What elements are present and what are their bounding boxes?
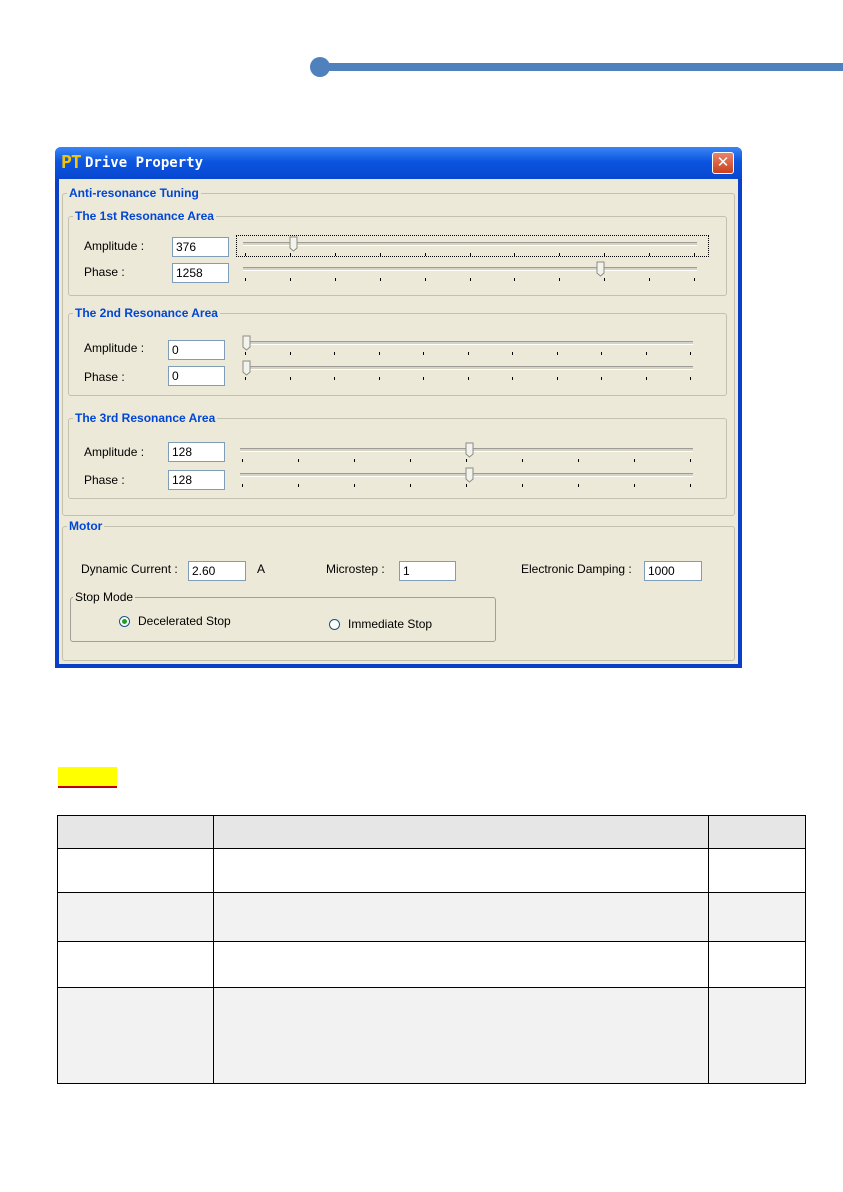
slider-tick: [290, 278, 291, 281]
table-row: [58, 893, 806, 942]
microstep-label: Microstep :: [326, 562, 385, 576]
close-button[interactable]: [712, 152, 734, 174]
table-header-cell: [709, 816, 806, 849]
area2-amplitude-slider[interactable]: [243, 341, 693, 345]
parameter-table: [57, 815, 806, 1084]
area2-phase-label: Phase :: [84, 370, 125, 384]
slider-tick: [690, 459, 691, 462]
drive-property-window: [55, 147, 742, 668]
dynamic-current-unit: A: [257, 562, 266, 576]
slider-tick: [335, 278, 336, 281]
header-dot: [310, 57, 330, 77]
slider-tick: [354, 484, 355, 487]
slider-tick: [694, 278, 695, 281]
slider-tick: [290, 352, 291, 355]
slider-tick: [514, 278, 515, 281]
area1-phase-thumb[interactable]: [596, 261, 605, 277]
area2-amplitude-input[interactable]: [168, 340, 225, 360]
area3-phase-thumb[interactable]: [465, 467, 474, 483]
resonance-area-1-legend: The 1st Resonance Area: [75, 209, 214, 223]
slider-tick: [634, 459, 635, 462]
slider-tick: [557, 377, 558, 380]
table-cell: [213, 988, 708, 1084]
slider-tick: [557, 352, 558, 355]
table-cell: [709, 942, 806, 988]
area3-amplitude-ticks: [242, 459, 691, 463]
window-title: Drive Property: [85, 155, 204, 171]
table-cell: [709, 893, 806, 942]
area1-amplitude-slider[interactable]: [243, 242, 697, 246]
area3-phase-label: Phase :: [84, 473, 125, 487]
area3-phase-ticks: [242, 484, 691, 488]
dynamic-current-input[interactable]: [188, 561, 246, 581]
electronic-damping-label: Electronic Damping :: [521, 562, 632, 576]
area3-amplitude-label: Amplitude :: [84, 445, 145, 459]
slider-tick: [425, 253, 426, 256]
area1-amplitude-ticks: [245, 253, 695, 257]
slider-tick: [245, 352, 246, 355]
table-cell: [709, 849, 806, 893]
area2-amplitude-ticks: [245, 352, 691, 356]
dynamic-current-label: Dynamic Current :: [81, 562, 178, 576]
slider-tick: [466, 484, 467, 487]
slider-tick: [470, 253, 471, 256]
table-cell: [213, 849, 708, 893]
slider-tick: [468, 377, 469, 380]
immediate-stop-radio[interactable]: [329, 619, 340, 630]
area2-phase-input[interactable]: [168, 366, 225, 386]
electronic-damping-input[interactable]: [644, 561, 702, 581]
title-bar[interactable]: [55, 147, 742, 179]
table-cell: [58, 988, 214, 1084]
slider-tick: [690, 352, 691, 355]
area1-amplitude-input[interactable]: [172, 237, 229, 257]
dialog-client: [59, 179, 738, 664]
anti-resonance-legend: Anti-resonance Tuning: [69, 186, 199, 200]
table-row: [58, 849, 806, 893]
slider-tick: [245, 377, 246, 380]
table-header-cell: [58, 816, 214, 849]
slider-tick: [410, 484, 411, 487]
slider-tick: [514, 253, 515, 256]
table-cell: [58, 942, 214, 988]
area2-amplitude-label: Amplitude :: [84, 341, 145, 355]
slider-tick: [242, 459, 243, 462]
highlight-marker: [58, 767, 117, 788]
slider-tick: [694, 253, 695, 256]
table-cell: [709, 988, 806, 1084]
immediate-stop-label[interactable]: Immediate Stop: [348, 617, 433, 631]
slider-tick: [604, 253, 605, 256]
table-row: [58, 942, 806, 988]
slider-tick: [334, 352, 335, 355]
area3-amplitude-input[interactable]: [168, 442, 225, 462]
slider-tick: [245, 253, 246, 256]
slider-tick: [646, 377, 647, 380]
slider-tick: [601, 352, 602, 355]
slider-tick: [522, 459, 523, 462]
table-header-row: [58, 816, 806, 849]
slider-tick: [425, 278, 426, 281]
area2-phase-slider[interactable]: [243, 366, 693, 370]
slider-tick: [334, 377, 335, 380]
slider-tick: [242, 484, 243, 487]
slider-tick: [512, 377, 513, 380]
table-header-cell: [213, 816, 708, 849]
slider-tick: [690, 484, 691, 487]
slider-tick: [354, 459, 355, 462]
slider-tick: [298, 459, 299, 462]
table-cell: [58, 893, 214, 942]
area1-phase-ticks: [245, 278, 695, 282]
slider-tick: [298, 484, 299, 487]
area1-phase-label: Phase :: [84, 265, 125, 279]
area2-phase-thumb[interactable]: [242, 360, 251, 376]
slider-tick: [379, 377, 380, 380]
slider-tick: [646, 352, 647, 355]
slider-tick: [578, 459, 579, 462]
decelerated-stop-label[interactable]: Decelerated Stop: [138, 614, 231, 628]
slider-tick: [470, 278, 471, 281]
slider-tick: [559, 278, 560, 281]
header-rule: [322, 63, 843, 71]
resonance-area-3-legend: The 3rd Resonance Area: [75, 411, 216, 425]
app-logo-icon: PT: [61, 152, 81, 173]
slider-tick: [466, 459, 467, 462]
slider-tick: [335, 253, 336, 256]
area1-amplitude-label: Amplitude :: [84, 239, 145, 253]
slider-tick: [380, 253, 381, 256]
slider-tick: [522, 484, 523, 487]
microstep-input[interactable]: [399, 561, 456, 581]
slider-tick: [604, 278, 605, 281]
table-row: [58, 988, 806, 1084]
slider-tick: [690, 377, 691, 380]
area3-phase-input[interactable]: [168, 470, 225, 490]
stop-mode-group: [70, 590, 496, 642]
slider-tick: [512, 352, 513, 355]
slider-tick: [245, 278, 246, 281]
resonance-area-2: [68, 306, 727, 396]
area1-amplitude-thumb[interactable]: [289, 236, 298, 252]
decelerated-stop-radio[interactable]: [119, 616, 130, 627]
stop-mode-legend: Stop Mode: [75, 590, 134, 604]
slider-tick: [423, 352, 424, 355]
resonance-area-2-legend: The 2nd Resonance Area: [75, 306, 218, 320]
slider-tick: [559, 253, 560, 256]
close-icon: ✕: [716, 154, 730, 171]
area3-amplitude-thumb[interactable]: [465, 442, 474, 458]
slider-tick: [649, 253, 650, 256]
table-cell: [58, 849, 214, 893]
area1-phase-input[interactable]: [172, 263, 229, 283]
table-cell: [213, 942, 708, 988]
slider-tick: [649, 278, 650, 281]
slider-tick: [290, 377, 291, 380]
slider-tick: [468, 352, 469, 355]
area2-amplitude-thumb[interactable]: [242, 335, 251, 351]
slider-tick: [379, 352, 380, 355]
slider-tick: [634, 484, 635, 487]
area1-phase-slider[interactable]: [243, 267, 697, 271]
slider-tick: [601, 377, 602, 380]
motor-legend: Motor: [69, 519, 103, 533]
slider-tick: [578, 484, 579, 487]
table-cell: [213, 893, 708, 942]
slider-tick: [423, 377, 424, 380]
slider-tick: [290, 253, 291, 256]
slider-tick: [410, 459, 411, 462]
slider-tick: [380, 278, 381, 281]
area2-phase-ticks: [245, 377, 691, 381]
